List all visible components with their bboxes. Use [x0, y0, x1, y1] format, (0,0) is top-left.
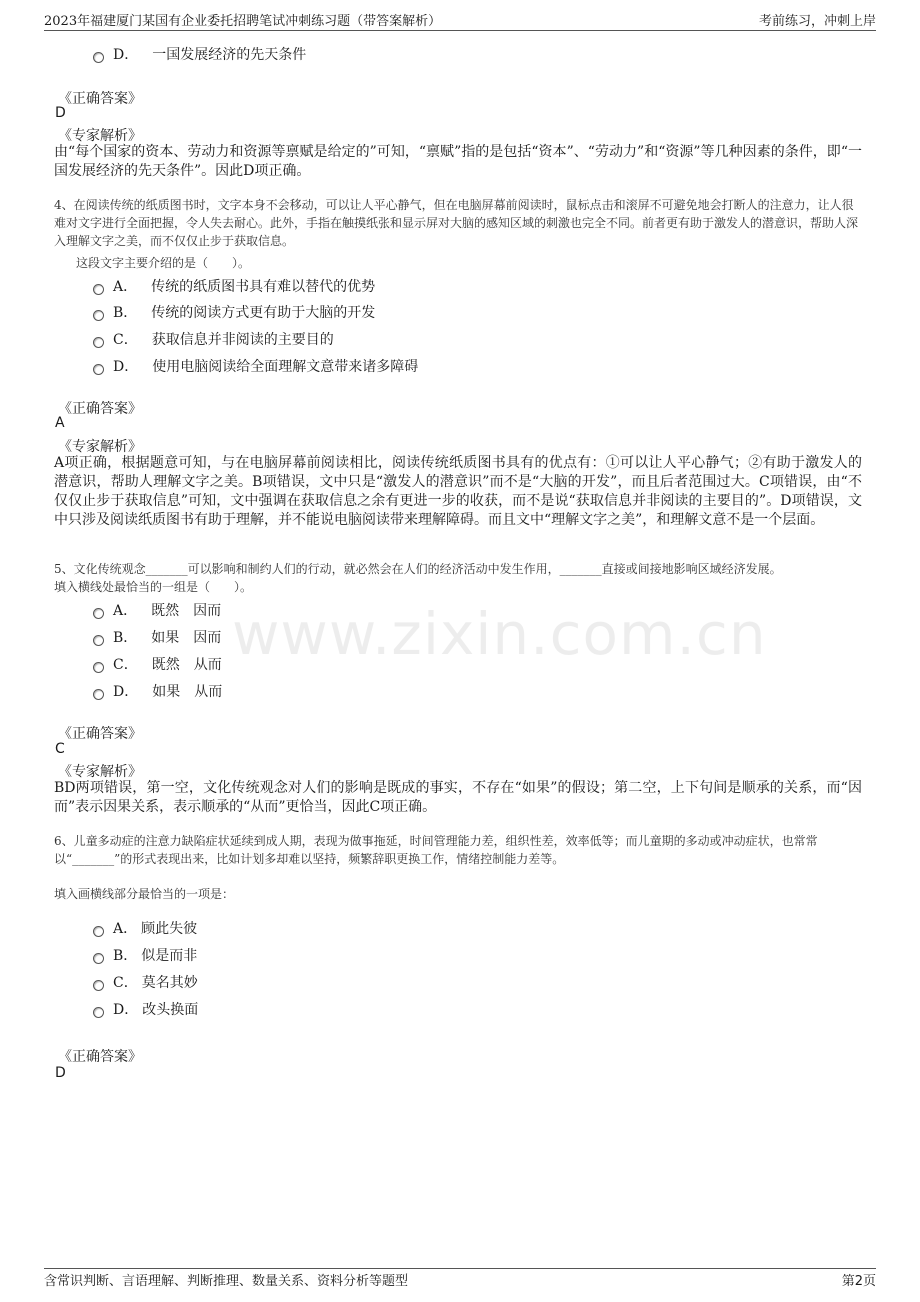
option-text: 改头换面	[142, 1002, 199, 1018]
option-text: 使用电脑阅读给全面理解文意带来诸多障碍	[152, 359, 419, 375]
option-text: 似是而非	[141, 948, 198, 964]
option-letter: C．	[113, 657, 138, 673]
page-footer	[44, 1268, 876, 1289]
radio-button-icon[interactable]	[93, 337, 104, 348]
q5-question-text: 5、文化传统观念_______可以影响和制约人们的行动，就必然会在人们的经济活动中发生作用，_______直接或间接地影响区域经济发展。	[54, 562, 782, 576]
q4-question-text: 4、在阅读传统的纸质图书时，文字本身不会移动，可以让人平心静气，但在电脑屏幕前阅读时，鼠标点击和滚屏不可避免地会打断人的注意力，让人很难对文字进行全面把握，令人失去耐心。此外，手指在触摸纸张和显示屏对大脑的感知区域的刺激也完全不同。前者更有助于激发人的潜意识，帮助人深入理解文字之美，而不仅仅止步于获取信息。	[54, 198, 859, 248]
radio-button-icon[interactable]	[93, 52, 104, 63]
radio-button-icon[interactable]	[93, 284, 104, 295]
option-letter: A．	[113, 921, 138, 937]
q3-answer: D	[55, 105, 66, 121]
q3-answer-label: 《正确答案》	[58, 91, 142, 107]
q6-option-b[interactable]	[93, 945, 197, 965]
radio-button-icon[interactable]	[93, 980, 104, 991]
option-text: 如果 从而	[152, 684, 223, 700]
q4-expert-label: 《专家解析》	[58, 439, 142, 455]
q5-explanation: BD两项错误，第一空，文化传统观念对人们的影响是既成的事实，不存在“如果”的假设；第二空，上下句间是顺承的关系，而“因而”表示因果关系，表示顺承的“从而”更恰当，因此C项正确。	[54, 780, 862, 815]
document-title: 2023年福建厦门某国有企业委托招聘笔试冲刺练习题（带答案解析）	[44, 14, 442, 29]
q4-option-b[interactable]	[93, 302, 375, 322]
q5-option-b[interactable]	[93, 627, 221, 647]
q3-option-d[interactable]	[93, 44, 306, 64]
radio-button-icon[interactable]	[93, 662, 104, 673]
option-letter: A．	[113, 279, 138, 295]
page-number	[842, 1270, 876, 1289]
option-letter: B．	[113, 305, 138, 321]
option-letter: C．	[113, 975, 138, 991]
q5-option-d[interactable]	[93, 681, 222, 701]
q5-expert-label: 《专家解析》	[58, 764, 142, 780]
q3-explanation: 由“每个国家的资本、劳动力和资源等禀赋是给定的”可知，“禀赋”指的是包括“资本”、“劳动力”和“资源”等几种因素的条件，即“一国发展经济的先天条件”。因此D项正确。	[54, 144, 862, 179]
q4-option-d[interactable]	[93, 356, 418, 376]
radio-button-icon[interactable]	[93, 364, 104, 375]
option-text: 获取信息并非阅读的主要目的	[151, 332, 334, 348]
q3-expert-label: 《专家解析》	[58, 128, 142, 144]
option-letter: D．	[113, 359, 139, 375]
page-prefix: 第	[841, 1274, 855, 1289]
q4-explanation: A项正确，根据题意可知，与在电脑屏幕前阅读相比，阅读传统纸质图书具有的优点有：①可以让人平心静气；②有助于激发人的潜意识，帮助人理解文字之美。B项错误，文中只是“激发人的潜意识”而不是“大脑的开发”，而且后者范围过大。C项错误，由“不仅仅止步于获取信息”可知，文中强调在获取信息之余有更进一步的收获，而不是说“获取信息并非阅读的主要目的”。D项错误，文中只涉及阅读纸质图书有助于理解，并不能说电脑阅读带来理解障碍。而且文中“理解文字之美”，和理解文意不是一个层面。	[54, 455, 862, 528]
radio-button-icon[interactable]	[93, 635, 104, 646]
q6-option-a[interactable]	[93, 918, 197, 938]
radio-button-icon[interactable]	[93, 310, 104, 321]
watermark: www.zixin.com.cn	[232, 600, 767, 668]
q5-option-a[interactable]	[93, 600, 221, 620]
q4-prompt: 这段文字主要介绍的是（ ）。	[76, 256, 251, 270]
option-text: 顾此失彼	[141, 921, 198, 937]
option-text: 一国发展经济的先天条件	[152, 47, 307, 63]
option-text: 如果 因而	[151, 630, 222, 646]
header-slogan: 考前练习，冲刺上岸	[758, 14, 876, 29]
q4-option-c[interactable]	[93, 329, 334, 349]
radio-button-icon[interactable]	[93, 1007, 104, 1018]
radio-button-icon[interactable]	[93, 608, 104, 619]
page-suffix: 页	[862, 1274, 876, 1289]
option-letter: A．	[113, 603, 138, 619]
option-letter: C．	[113, 332, 138, 348]
option-text: 既然 从而	[151, 657, 222, 673]
q5-answer-label: 《正确答案》	[58, 726, 142, 742]
q5-prompt: 填入横线处最恰当的一组是（ ）。	[54, 580, 253, 594]
q4-answer-label: 《正确答案》	[58, 401, 142, 417]
q5-answer: C	[55, 741, 65, 757]
option-text: 莫名其妙	[141, 975, 198, 991]
option-text: 既然 因而	[151, 603, 222, 619]
q5-option-c[interactable]	[93, 654, 222, 674]
q4-option-a[interactable]	[93, 276, 375, 296]
q6-question-text: 6、儿童多动症的注意力缺陷症状延续到成人期，表现为做事拖延，时间管理能力差，组织性差，效率低等；而儿童期的多动或冲动症状，也常常以“_______”的形式表现出来，比如计划多却难以坚持，频繁辞职更换工作，情绪控制能力差等。	[54, 834, 818, 866]
radio-button-icon[interactable]	[93, 926, 104, 937]
q6-answer-label: 《正确答案》	[58, 1049, 142, 1065]
footer-topics: 含常识判断、言语理解、判断推理、数量关系、资料分析等题型	[44, 1274, 409, 1289]
option-letter: D．	[113, 684, 139, 700]
option-text: 传统的阅读方式更有助于大脑的开发	[151, 305, 376, 321]
option-letter: B．	[113, 630, 138, 646]
q6-prompt: 填入画横线部分最恰当的一项是：	[54, 887, 235, 901]
q6-answer: D	[55, 1065, 66, 1081]
option-letter: B．	[113, 948, 138, 964]
radio-button-icon[interactable]	[93, 953, 104, 964]
option-letter: D．	[113, 1002, 139, 1018]
q6-option-c[interactable]	[93, 972, 198, 992]
q6-option-d[interactable]	[93, 999, 198, 1019]
page-number-value: 2	[854, 1274, 863, 1289]
page-header	[44, 10, 876, 31]
option-letter: D．	[113, 47, 139, 63]
option-text: 传统的纸质图书具有难以替代的优势	[151, 279, 376, 295]
radio-button-icon[interactable]	[93, 689, 104, 700]
q4-answer: A	[55, 415, 65, 431]
